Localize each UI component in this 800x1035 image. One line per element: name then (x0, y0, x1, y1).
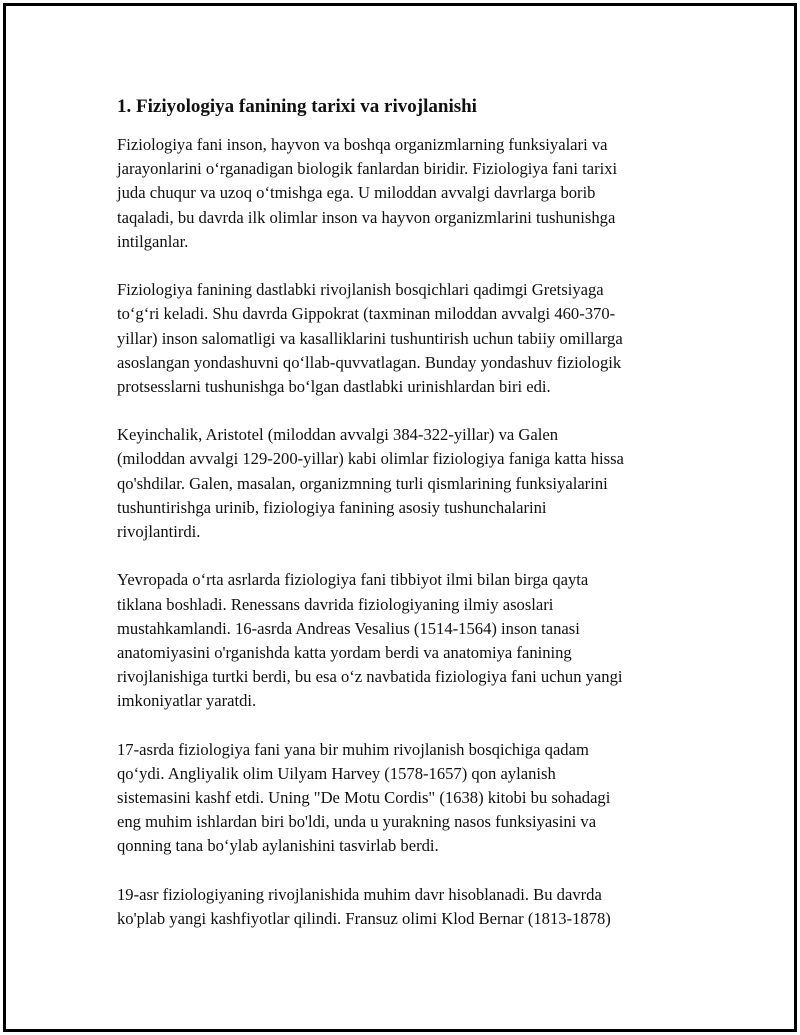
paragraph (117, 278, 717, 399)
text-line: Fiziologiya fani inson, hayvon va boshqa organizmlarning funksiyalari va (117, 135, 608, 154)
text-line: yillar) inson salomatligi va kasalliklarini tushuntirish uchun tabiiy omillarga (117, 328, 623, 348)
paragraph (117, 738, 717, 859)
text-line: Keyinchalik, Aristotel (miloddan avvalgi 384-322-yillar) va Galen (117, 425, 558, 445)
text-line: asoslangan yondashuvni qo‘llab-quvvatlagan. Bunday yondashuv fiziologik (117, 352, 622, 372)
text-line: qo'shdilar. Galen, masalan, organizmning turli qismlarining funksiyalarini (117, 473, 608, 493)
text-line: 19-asr fiziologiyaning rivojlanishida muhim davr hisoblanadi. Bu davrda (117, 884, 602, 904)
text-line: (miloddan avvalgi 129-200-yillar) kabi olimlar fiziologiya faniga katta hissa (117, 449, 624, 469)
text-line: Fiziologiya fanining dastlabki rivojlanish bosqichlari qadimgi Gretsiyaga (117, 280, 604, 300)
text-line: 17-asrda fiziologiya fani yana bir muhim rivojlanish bosqichiga qadam (117, 739, 589, 759)
paragraph (117, 568, 717, 713)
document-body (117, 95, 717, 955)
text-line: eng muhim ishlardan biri bo'ldi, unda u yurakning nasos funksiyasini va (117, 812, 597, 832)
text-line: anatomiyasini o'rganishda katta yordam berdi va anatomiya fanining (117, 642, 572, 662)
text-line: ko'plab yangi kashfiyotlar qilindi. Fransuz olimi Klod Bernar (1813-1878) (117, 909, 611, 928)
paragraph (117, 423, 717, 544)
text-line: qo‘ydi. Angliyalik olim Uilyam Harvey (1578-1657) qon aylanish (117, 763, 556, 783)
section-heading: 1. Fiziyologiya fanining tarixi va rivojlanishi (117, 96, 477, 117)
paragraph (117, 133, 717, 254)
text-line: rivojlanishiga turtki berdi, bu esa o‘z navbatida fiziologiya fani uchun yangi (117, 667, 623, 687)
paragraph (117, 883, 717, 931)
text-line: tiklana boshladi. Renessans davrida fiziologiyaning ilmiy asoslari (117, 594, 554, 614)
text-line: mustahkamlandi. 16-asrda Andreas Vesalius (1514-1564) inson tanasi (117, 618, 580, 638)
text-line: taqaladi, bu davrda ilk olimlar inson va hayvon organizmlarini tushunishga (117, 207, 616, 227)
text-line: protsesslarni tushunishga bo‘lgan dastlabki urinishlardan biri edi. (117, 376, 551, 396)
text-line: to‘g‘ri keladi. Shu davrda Gippokrat (taxminan miloddan avvalgi 460-370- (117, 304, 616, 324)
text-line: Yevropada o‘rta asrlarda fiziologiya fani tibbiyot ilmi bilan birga qayta (117, 570, 589, 590)
text-line: qonning tana bo‘ylab aylanishini tasvirlab berdi. (117, 836, 439, 856)
text-line: juda chuqur va uzoq o‘tmishga ega. U miloddan avvalgi davrlarga borib (117, 183, 596, 203)
text-line: tushuntirishga urinib, fiziologiya fanining asosiy tushunchalarini (117, 497, 547, 517)
text-line: rivojlantirdi. (117, 522, 201, 541)
text-line: sistemasini kashf etdi. Uning "De Motu Cordis" (1638) kitobi bu sohadagi (117, 788, 611, 808)
text-line: imkoniyatlar yaratdi. (117, 691, 257, 711)
text-line: jarayonlarini o‘rganadigan biologik fanlardan biridir. Fiziologiya fani tarixi (117, 159, 618, 179)
text-line: intilganlar. (117, 231, 189, 251)
